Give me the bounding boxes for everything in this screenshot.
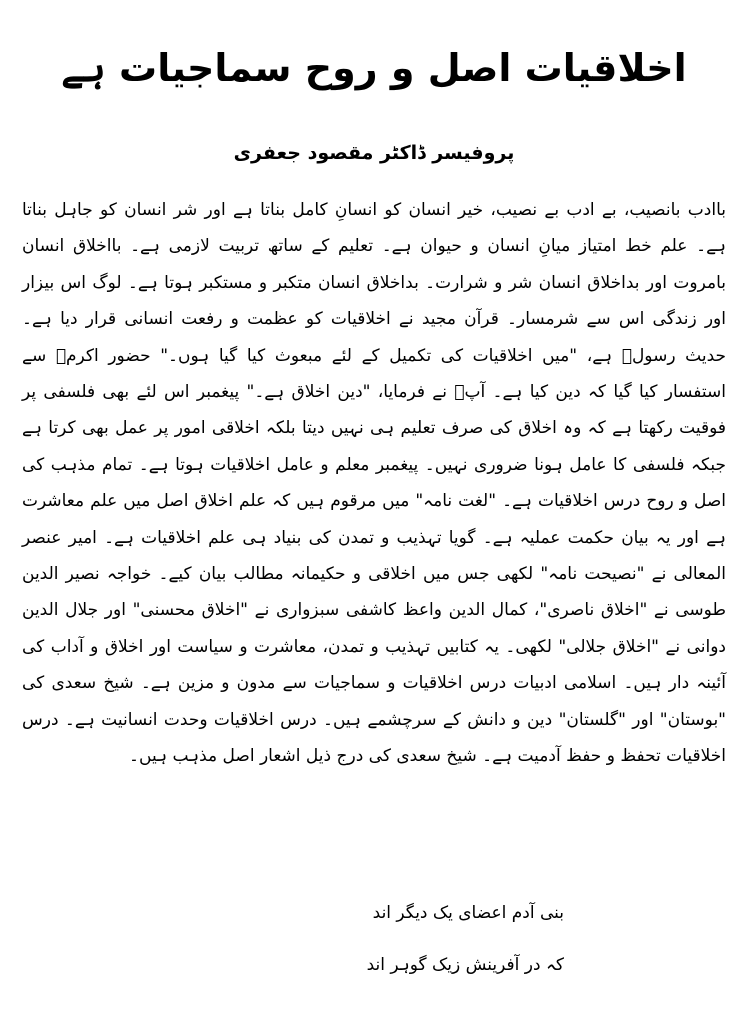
article-author: پروفیسر ڈاکٹر مقصود جعفری — [233, 142, 515, 164]
article-body: باادب بانصیب، بے ادب بے نصیب، خیر انسان کو انسانِ کامل بناتا ہے اور شر انسان کو جاہل بناتا ہے۔ علم خط امتیاز میانِ انسان و حیوان ہے۔ تعلیم کے ساتھ تربیت لازمی ہے۔ بااخلاق انسان بامروت اور بداخلاق انسان شر و شرارت۔ بداخلاق انسان متکبر و مستکبر ہوتا ہے۔ لوگ اس بیزار اور زندگی اس سے شرمسار۔ قرآن مجید نے اخلاقیات کو عظمت و رفعت انسانی قرار دیا ہے۔ حدیث رسولؐ ہے، "میں اخلاقیات کی تکمیل کے لئے مبعوث کیا گیا ہوں۔" حضور اکرمؐ سے استفسار کیا گیا کہ دین کیا ہے۔ آپؐ نے فرمایا، "دین اخلاق ہے۔" پیغمبر اس لئے بھی فلسفی پر فوقیت رکھتا ہے کہ وہ اخلاق کی صرف تعلیم ہی نہیں دیتا بلکہ اخلاقی امور پر عمل بھی کرتا ہے جبکہ فلسفی کا عامل ہونا ضروری نہیں۔ پیغمبر معلم و عامل اخلاقیات ہوتا ہے۔ تمام مذہب کی اصل و روح درس اخلاقیات ہے۔ "لغت نامہ" میں مرقوم ہیں کہ علم اخلاق اصل میں علم معاشرت ہے اور یہ بیان حکمت عملیہ ہے۔ گویا تہذیب و تمدن کی بنیاد ہی علم اخلاقیات ہے۔ امیر عنصر المعالی نے "نصیحت نامہ" لکھی جس میں اخلاقی و حکیمانہ مطالب بیان کیے۔ خواجہ نصیر الدین طوسی نے "اخلاق ناصری"، کمال الدین واعظ کاشفی سبزواری نے "اخلاق محسنی" اور جلال الدین دوانی نے "اخلاق جلالی" لکھی۔ یہ کتابیں تہذیب و تمدن، معاشرت و سیاست اور اخلاق و آداب کی آئینہ دار ہیں۔ اسلامی ادبیات درس اخلاقیات و سماجیات سے مدون و مزین ہے۔ شیخ سعدی کی "بوستان" اور "گلستان" دین و دانش کے سرچشمے ہیں۔ درس اخلاقیات وحدت انسانیت ہے۔ درس اخلاقیات تحفظ و حفظ آدمیت ہے۔ شیخ سعدی کی درج ذیل اشعار اصل مذہب ہیں۔ — [22, 200, 726, 767]
verse-line-1: بنی آدم اعضای یک دیگر اند — [372, 903, 564, 923]
verse-line-2: کہ در آفرینش زیک گوہر اند — [366, 955, 564, 975]
article-title: اخلاقیات اصل و روح سماجیات ہے — [61, 46, 687, 90]
